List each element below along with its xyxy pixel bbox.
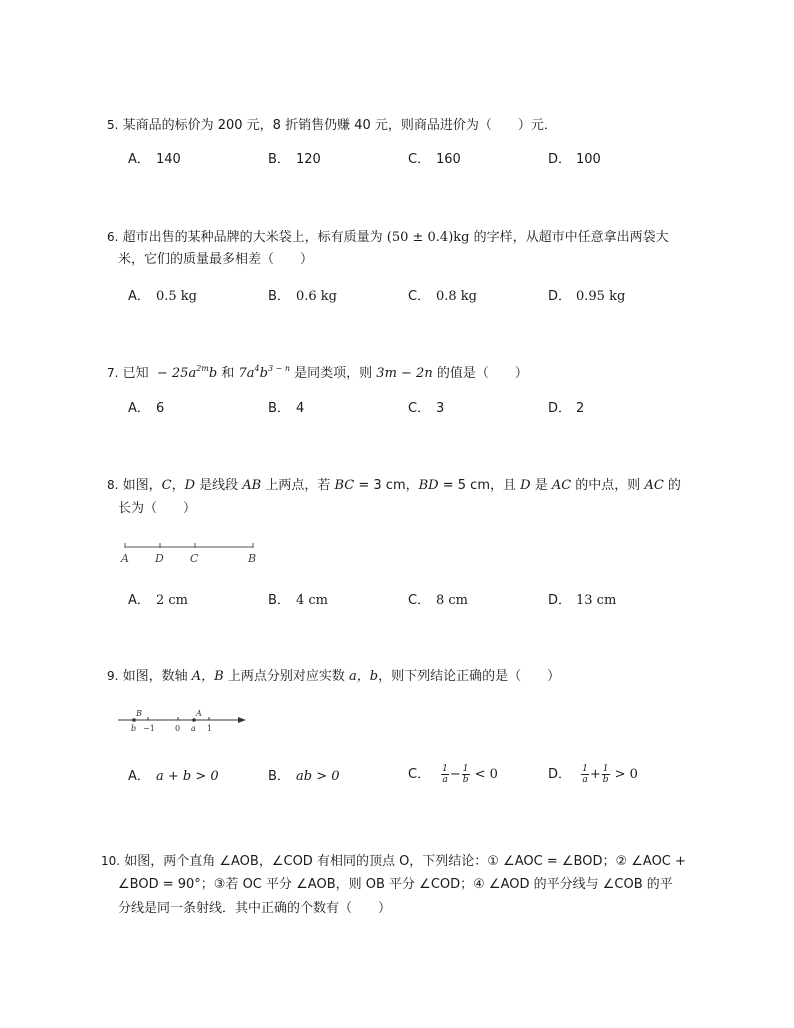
question-number: 7. — [107, 366, 119, 380]
label-minus-one: −1 — [143, 724, 155, 733]
q9-option-a[interactable]: A． a + b > 0 — [128, 769, 219, 784]
q5-option-a[interactable]: A． 140 — [128, 152, 181, 167]
math-symbol: D — [184, 478, 196, 493]
mass-expression: (50 ± 0.4)kg — [386, 230, 470, 245]
fraction-1-over-a: $\frac{1}{a}$ — [582, 764, 588, 785]
stem-text: 如图， — [122, 478, 162, 493]
q9-option-c[interactable]: C． $\frac{1}{a}$ − $\frac{1}{b}$ < 0 — [408, 764, 498, 785]
math-symbol: BD — [418, 478, 439, 493]
axis-arrow — [238, 717, 246, 723]
number-line-figure — [116, 707, 250, 735]
point-a — [192, 718, 196, 722]
question-10-stem-line2: ∠BOD = 90°；③若 OC 平分 ∠AOB，则 OB 平分 ∠COD；④ ∠AOD 的平分线与 ∠COB 的平 — [118, 877, 673, 892]
term-1: − $25a^{2m}b$ — [156, 364, 218, 381]
stem-text: 的 — [663, 478, 681, 493]
stem-text: 是 — [530, 478, 552, 493]
label-a: a — [191, 724, 196, 733]
label-b: B — [248, 552, 257, 565]
question-5-stem — [107, 116, 557, 135]
q6-option-b[interactable]: B． 0.6 kg — [268, 289, 338, 304]
label-c: C — [190, 552, 199, 565]
question-number: 9. — [107, 669, 119, 683]
stem-text: ， — [171, 478, 185, 493]
question-8-stem-line2: 长为（ ） — [118, 501, 197, 516]
segment-figure — [118, 540, 263, 566]
question-7-stem: 7. 已知 − $25a^{2m}b$ 和 $7a^4b^{3 - n}$ 是同类项，则 3m − 2n 的值是（ ） — [107, 364, 528, 381]
label-d: D — [155, 552, 164, 565]
q8-option-b[interactable]: B． 4 cm — [268, 593, 329, 608]
stem-text: = 5 cm，且 — [438, 478, 521, 493]
label-zero: 0 — [175, 724, 181, 733]
question-10-stem-line1: 10. 如图，两个直角 ∠AOB，∠COD 有相同的顶点 O，下列结论：① ∠AOC = ∠BOD；② ∠AOC + — [101, 854, 686, 869]
math-symbol: AB — [242, 478, 262, 493]
q5-option-c[interactable]: C． 160 — [408, 152, 461, 167]
stem-text: 是线段 — [195, 478, 243, 493]
q9-option-d[interactable]: D． $\frac{1}{a}$ + $\frac{1}{b}$ > 0 — [548, 764, 638, 785]
math-symbol: AC — [644, 478, 664, 493]
q7-option-a[interactable]: A． 6 — [128, 401, 165, 416]
q7-option-d[interactable]: D． 2 — [548, 401, 585, 416]
question-8-stem-line1 — [107, 476, 681, 495]
question-number: 6. — [107, 230, 119, 244]
label-b: b — [131, 724, 137, 733]
math-symbol: BC — [334, 478, 355, 493]
label-point-b: B — [136, 709, 142, 718]
q7-option-c[interactable]: C． 3 — [408, 401, 445, 416]
question-number: 8. — [107, 478, 119, 492]
math-symbol: C — [161, 478, 172, 493]
q5-option-d[interactable]: D． 100 — [548, 152, 601, 167]
q7-option-b[interactable]: B． 4 — [268, 401, 305, 416]
label-point-a: A — [196, 709, 202, 718]
q6-option-a[interactable]: A． 0.5 kg — [128, 289, 198, 304]
math-symbol: AC — [551, 478, 572, 493]
fraction-1-over-b: $\frac{1}{b}$ — [602, 764, 609, 785]
fraction-1-over-b: $\frac{1}{b}$ — [462, 764, 469, 785]
q8-option-a[interactable]: A． 2 cm — [128, 593, 189, 608]
question-10-stem-line3: 分线是同一条射线．其中正确的个数有（ ） — [118, 901, 392, 916]
question-text: 某商品的标价为 200 元，8 折销售仍赚 40 元，则商品进价为（ ）元． — [122, 118, 557, 133]
question-number: 5. — [107, 118, 119, 132]
question-6-stem-line1: 6. 超市出售的某种品牌的大米袋上，标有质量为 (50 ± 0.4)kg 的字样，从超市中任意拿出两袋大 — [107, 230, 669, 245]
question-number: 10. — [101, 854, 121, 868]
q9-option-b[interactable]: B． ab > 0 — [268, 769, 340, 784]
q8-option-d[interactable]: D． 13 cm — [548, 593, 617, 608]
label-a: A — [121, 552, 129, 565]
term-2: $7a^4b^{3 - n}$ — [238, 364, 290, 381]
q6-option-d[interactable]: D． 0.95 kg — [548, 289, 626, 304]
stem-text: 上两点，若 — [261, 478, 335, 493]
question-6-stem-line2: 米，它们的质量最多相差（ ） — [118, 252, 314, 267]
q5-option-b[interactable]: B． 120 — [268, 152, 321, 167]
point-b — [132, 718, 136, 722]
q8-option-c[interactable]: C． 8 cm — [408, 593, 469, 608]
question-9-stem: 9. 如图，数轴 A，B 上两点分别对应实数 a，b，则下列结论正确的是（ ） — [107, 669, 561, 684]
label-one: 1 — [207, 724, 213, 733]
stem-text: 的中点，则 — [571, 478, 645, 493]
fraction-1-over-a: $\frac{1}{a}$ — [442, 764, 448, 785]
q6-option-c[interactable]: C． 0.8 kg — [408, 289, 478, 304]
math-symbol: D — [520, 478, 531, 493]
stem-text: = 3 cm， — [354, 478, 419, 493]
expression: 3m − 2n — [376, 366, 433, 381]
